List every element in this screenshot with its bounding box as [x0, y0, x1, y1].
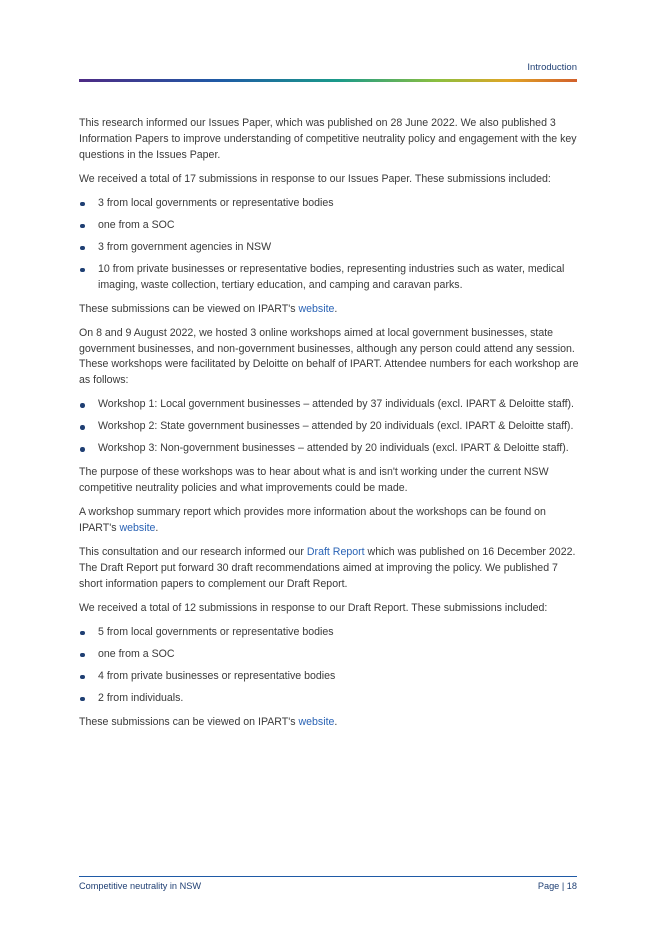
section-header: Introduction — [527, 62, 577, 73]
issues-paper-submissions-list — [79, 196, 579, 294]
footer-rule — [79, 876, 577, 877]
paragraph-workshops: On 8 and 9 August 2022, we hosted 3 online workshops aimed at local government businesses, state government businesses, and non-government businesses, although any person could attend any session. These workshops were facilitated by Deloitte on behalf of IPART. Attendee numbers for each workshop are as follows: — [79, 326, 579, 387]
text-span: These submissions can be viewed on IPART's — [79, 302, 299, 315]
text-span: . — [334, 715, 338, 728]
list-item: Workshop 2: State government businesses – attended by 20 individuals (excl. IPART & Deloitte staff). — [79, 419, 579, 435]
paragraph-issues-paper: This research informed our Issues Paper, which was published on 28 June 2022. We also published 3 Information Papers to improve understanding of competitive neutrality policy and engagement with the key questions in the Issues Paper. — [79, 117, 577, 161]
draft-report-link[interactable]: Draft Report — [306, 545, 365, 558]
paragraph-view-draft-submissions — [79, 715, 579, 731]
text-span: which was published on 16 December 2022. The Draft Report put forward 30 draft recommendations aimed at improving the policy. We published 7 short information papers to complement our Draft Report. — [79, 545, 576, 590]
website-link[interactable]: website — [119, 522, 156, 535]
list-item: one from a SOC — [79, 218, 579, 234]
website-link[interactable]: website — [298, 715, 335, 728]
page-body — [79, 116, 579, 739]
workshops-list — [79, 397, 579, 457]
text-span: . — [334, 302, 338, 315]
list-item: one from a SOC — [79, 647, 579, 663]
list-item: Workshop 1: Local government businesses – attended by 37 individuals (excl. IPART & Deloitte staff). — [79, 397, 579, 413]
list-item: 2 from individuals. — [79, 691, 579, 707]
list-item: 4 from private businesses or representative bodies — [79, 669, 579, 685]
footer-document-title: Competitive neutrality in NSW — [79, 881, 202, 891]
text-span: . — [155, 522, 159, 535]
text-span: A workshop summary report which provides more information about the workshops can be found on IPART's — [79, 506, 546, 535]
header-gradient-rule — [79, 79, 577, 82]
list-item: Workshop 3: Non-government businesses – attended by 20 individuals (excl. IPART & Deloitte staff). — [79, 441, 579, 457]
list-item: 10 from private businesses or representative bodies, representing industries such as water, medical imaging, waste collection, tertiary education, and camping and caravan parks. — [79, 262, 579, 294]
draft-report-submissions-list — [79, 625, 579, 707]
paragraph-draft-submissions-intro: We received a total of 12 submissions in response to our Draft Report. These submissions included: — [79, 601, 548, 614]
text-span: This consultation and our research informed our — [79, 545, 307, 558]
paragraph-submissions-intro: We received a total of 17 submissions in response to our Issues Paper. These submissions included: — [79, 172, 551, 185]
list-item: 3 from local governments or representative bodies — [79, 196, 579, 212]
list-item: 3 from government agencies in NSW — [79, 240, 579, 256]
website-link[interactable]: website — [298, 302, 335, 315]
paragraph-workshop-summary — [79, 505, 579, 537]
paragraph-view-submissions — [79, 302, 579, 318]
list-item: 5 from local governments or representative bodies — [79, 625, 579, 641]
paragraph-draft-report — [79, 545, 579, 593]
page-number: Page | 18 — [537, 881, 577, 891]
paragraph-workshop-purpose: The purpose of these workshops was to hear about what is and isn't working under the current NSW competitive neutrality policies and what improvements could be made. — [79, 466, 549, 495]
text-span: These submissions can be viewed on IPART's — [79, 715, 299, 728]
